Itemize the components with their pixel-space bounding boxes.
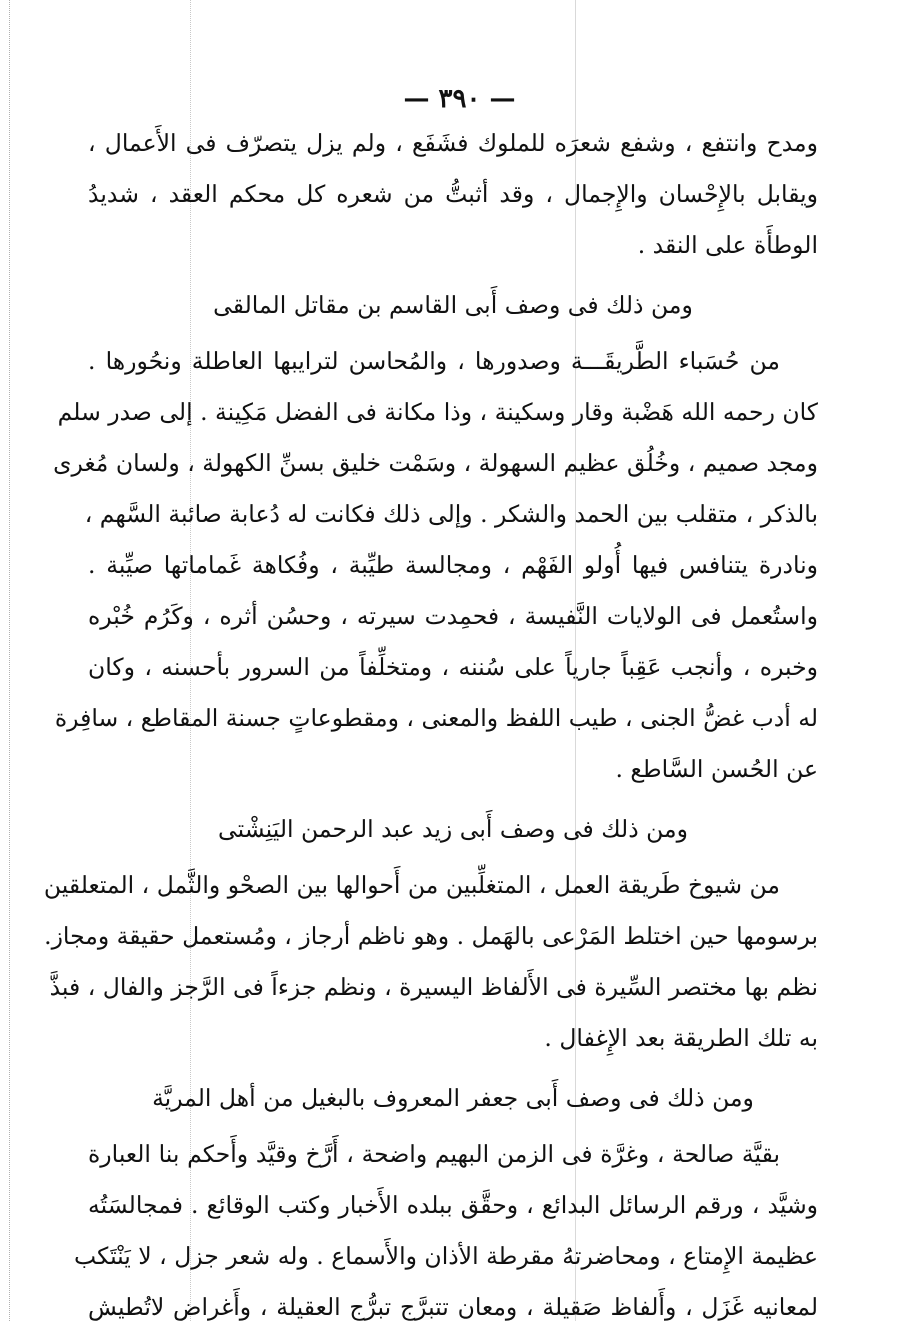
text-line: برسومها حين اختلط المَرْعى بالهَمل . وهو ناظم أرجاز ، ومُستعمل حقيقة ومجاز. xyxy=(44,922,818,950)
text-line: بقيَّة صالحة ، وغرَّة فى الزمن البهيم واضحة ، أَرَّخ وقيَّد وأَحكم بنا العبارة xyxy=(88,1140,780,1168)
text-line: عن الحُسن السَّاطع . xyxy=(615,755,818,783)
text-line: ومجد صميم ، وخُلُق عظيم السهولة ، وسَمْت خليق بسنِّ الكهولة ، ولسان مُغرى xyxy=(53,449,818,477)
text-line: وشيَّد ، ورقم الرسائل البدائع ، وحقَّق ببلده الأَخبار وكتب الوقائع . فمجالسَتُه xyxy=(88,1191,818,1219)
text-line: بالذكر ، متقلب بين الحمد والشكر . وإلى ذلك فكانت له دُعابة صائبة السَّهم ، xyxy=(84,500,818,528)
text-line: ونادرة يتنافس فيها أُولو الفَهْم ، ومجالسة طيِّبة ، وفُكاهة غَماماتها صيِّبة . xyxy=(88,551,818,579)
section-heading: ومن ذلك فى وصف أَبى جعفر المعروف بالبغيل من أهل المريَّة xyxy=(152,1084,754,1112)
text-line: نظم بها مختصر السِّيرة فى الأَلفاظ اليسيرة ، ونظم جزءاً فى الرَّجز والفال ، فبذَّ xyxy=(49,973,818,1001)
section-heading: ومن ذلك فى وصف أَبى زيد عبد الرحمن اليَنِشْتى xyxy=(218,815,688,843)
text-line: كان رحمه الله هَضْبة وقار وسكينة ، وذا مكانة فى الفضل مَكِينة . إلى صدر سلم xyxy=(57,398,818,426)
text-line: وخبره ، وأنجب عَقِباً جارياً على سُننه ، ومتخلِّفاً من السرور بأحسنه ، وكان xyxy=(88,653,818,681)
body-text xyxy=(43,118,818,1321)
text-line: له أدب غضُّ الجنى ، طيب اللفظ والمعنى ، ومقطوعاتٍ جسنة المقاطع ، سافِرة xyxy=(54,704,818,732)
text-line: عظيمة الإِمتاع ، ومحاضرتهُ مقرطة الأذان والأَسماع . وله شعر جزل ، لا يَنْتَكب xyxy=(74,1242,818,1270)
text-line: من حُسَباء الطَّريقَـــة وصدورها ، والمُحاسن لترايبها العاطلة ونحُورها . xyxy=(88,347,780,375)
text-line: واستُعمل فى الولايات النَّفيسة ، فحمِدت سيرته ، وحسُن أثره ، وكَرُم خُبْره xyxy=(88,602,818,630)
text-line: لمعانيه غَزَل ، وأَلفاظ صَقيلة ، ومعان تتبرَّج تبرُّج العقيلة ، وأَغراض لاتُطيش xyxy=(88,1293,818,1321)
text-line: ويقابل بالإِحْسان والإِجمال ، وقد أثبتُّ من شعره كل محكم العقد ، شديدُ xyxy=(88,180,818,208)
section-heading: ومن ذلك فى وصف أَبى القاسم بن مقاتل المالقى xyxy=(213,291,693,319)
text-line: به تلك الطريقة بعد الإِغفال . xyxy=(544,1024,818,1052)
page-number: — ٣٩٠ — xyxy=(403,84,516,114)
text-line: الوطأَة على النقد . xyxy=(637,231,818,259)
text-line: ومدح وانتفع ، وشفع شعرَه للملوك فشَفَع ، ولم يزل يتصرّف فى الأَعمال ، xyxy=(88,129,818,157)
scan-edge-line xyxy=(9,0,10,1321)
text-line: من شيوخ طَريقة العمل ، المتغلِّبين من أَحوالها بين الصحْو والثَّمل ، المتعلقين xyxy=(43,871,780,899)
